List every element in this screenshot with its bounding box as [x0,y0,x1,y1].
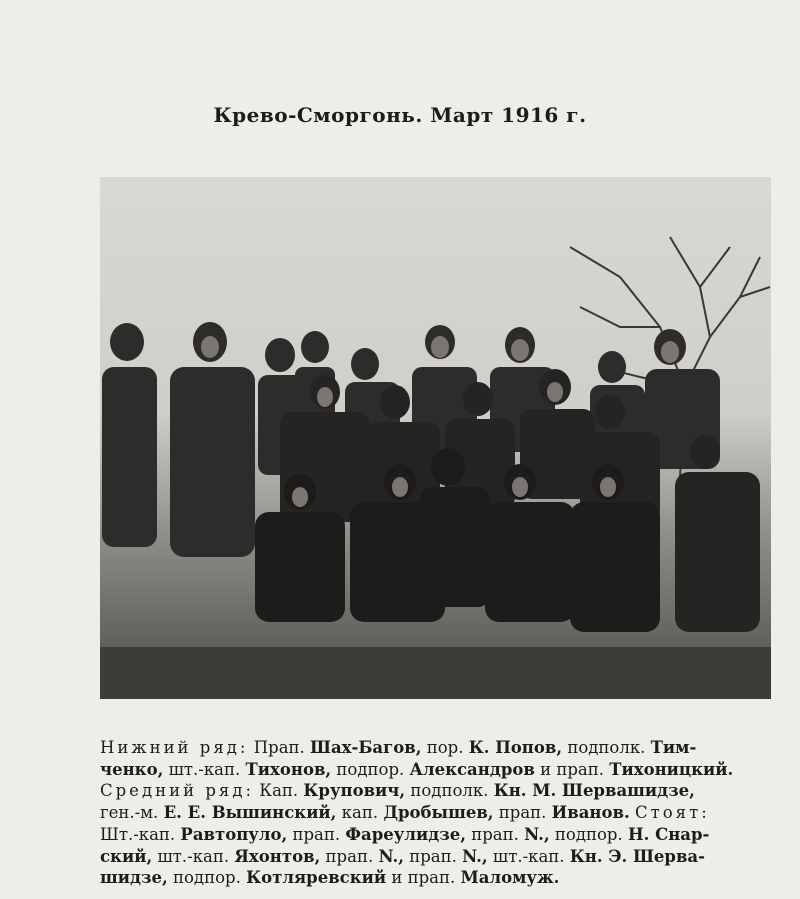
caption-name: Е. Е. Вышинский, [163,803,337,823]
caption-name: К. Попов, [468,738,563,757]
caption-line-7 [100,867,770,889]
caption-text: прап. [325,846,374,866]
caption-text: Шт.-кап. [100,824,176,844]
caption-text: подпор. [173,868,241,888]
caption-text: Прап. [253,738,305,757]
caption-name: Тихоницкий. [609,759,734,779]
photo-caption [100,737,770,889]
caption-line-5 [100,824,770,846]
caption-text: подполк. [567,738,646,757]
caption-name: шидзе, [100,868,168,888]
caption-name: Иванов. [551,803,630,823]
group-photograph [100,177,771,699]
caption-name: ский, [100,846,153,866]
caption-name: ченко, [100,759,164,779]
caption-name: Дробышев, [383,803,494,823]
caption-text: прап. [292,824,341,844]
caption-line-1 [100,737,770,759]
caption-line-3 [100,780,770,802]
caption-text: и прап. [540,759,604,779]
row-label-standing: Стоят: [634,803,710,823]
caption-line-4 [100,802,770,824]
caption-text: кап. [341,803,379,823]
caption-text: и прап. [391,868,456,888]
caption-text: шт.-кап. [492,846,565,866]
caption-name: Маломуж. [460,868,560,888]
caption-text: подпор. [336,759,405,779]
caption-text: шт.-кап. [157,846,230,866]
caption-text: пор. [426,738,464,757]
caption-line-2 [100,759,770,781]
caption-text: Кап. [259,781,299,801]
caption-name: Тим- [650,738,697,757]
caption-text: подполк. [410,781,489,801]
caption-name: Шах-Багов, [310,738,422,757]
caption-name: Кн. Э. Шерва- [569,846,705,866]
caption-text: шт.-кап. [168,759,241,779]
caption-name: Тихонов, [245,759,332,779]
caption-name: Александров [409,759,535,779]
caption-name: Кн. М. Шервашидзе, [493,781,695,801]
page-title: Крево-Сморгонь. Март 1916 г. [213,103,587,127]
caption-text: прап. [409,846,457,866]
caption-text: прап. [471,824,519,844]
caption-name: Яхонтов, [234,846,321,866]
caption-name: Н. Снар- [627,824,710,844]
caption-text: прап. [498,803,547,823]
caption-name: N., [462,846,488,866]
caption-text: ген.-м. [100,803,159,823]
caption-name: Крупович, [303,781,406,801]
row-label-bottom: Нижний ряд: [100,738,249,757]
row-label-middle: Средний ряд: [100,781,255,801]
caption-text: подпор. [554,824,623,844]
caption-name: N., [378,846,404,866]
caption-name: Котляревский [246,868,387,888]
caption-name: Равтопуло, [180,824,288,844]
caption-name: Фареулидзе, [345,824,466,844]
caption-name: N., [524,824,550,844]
caption-line-6 [100,846,770,868]
